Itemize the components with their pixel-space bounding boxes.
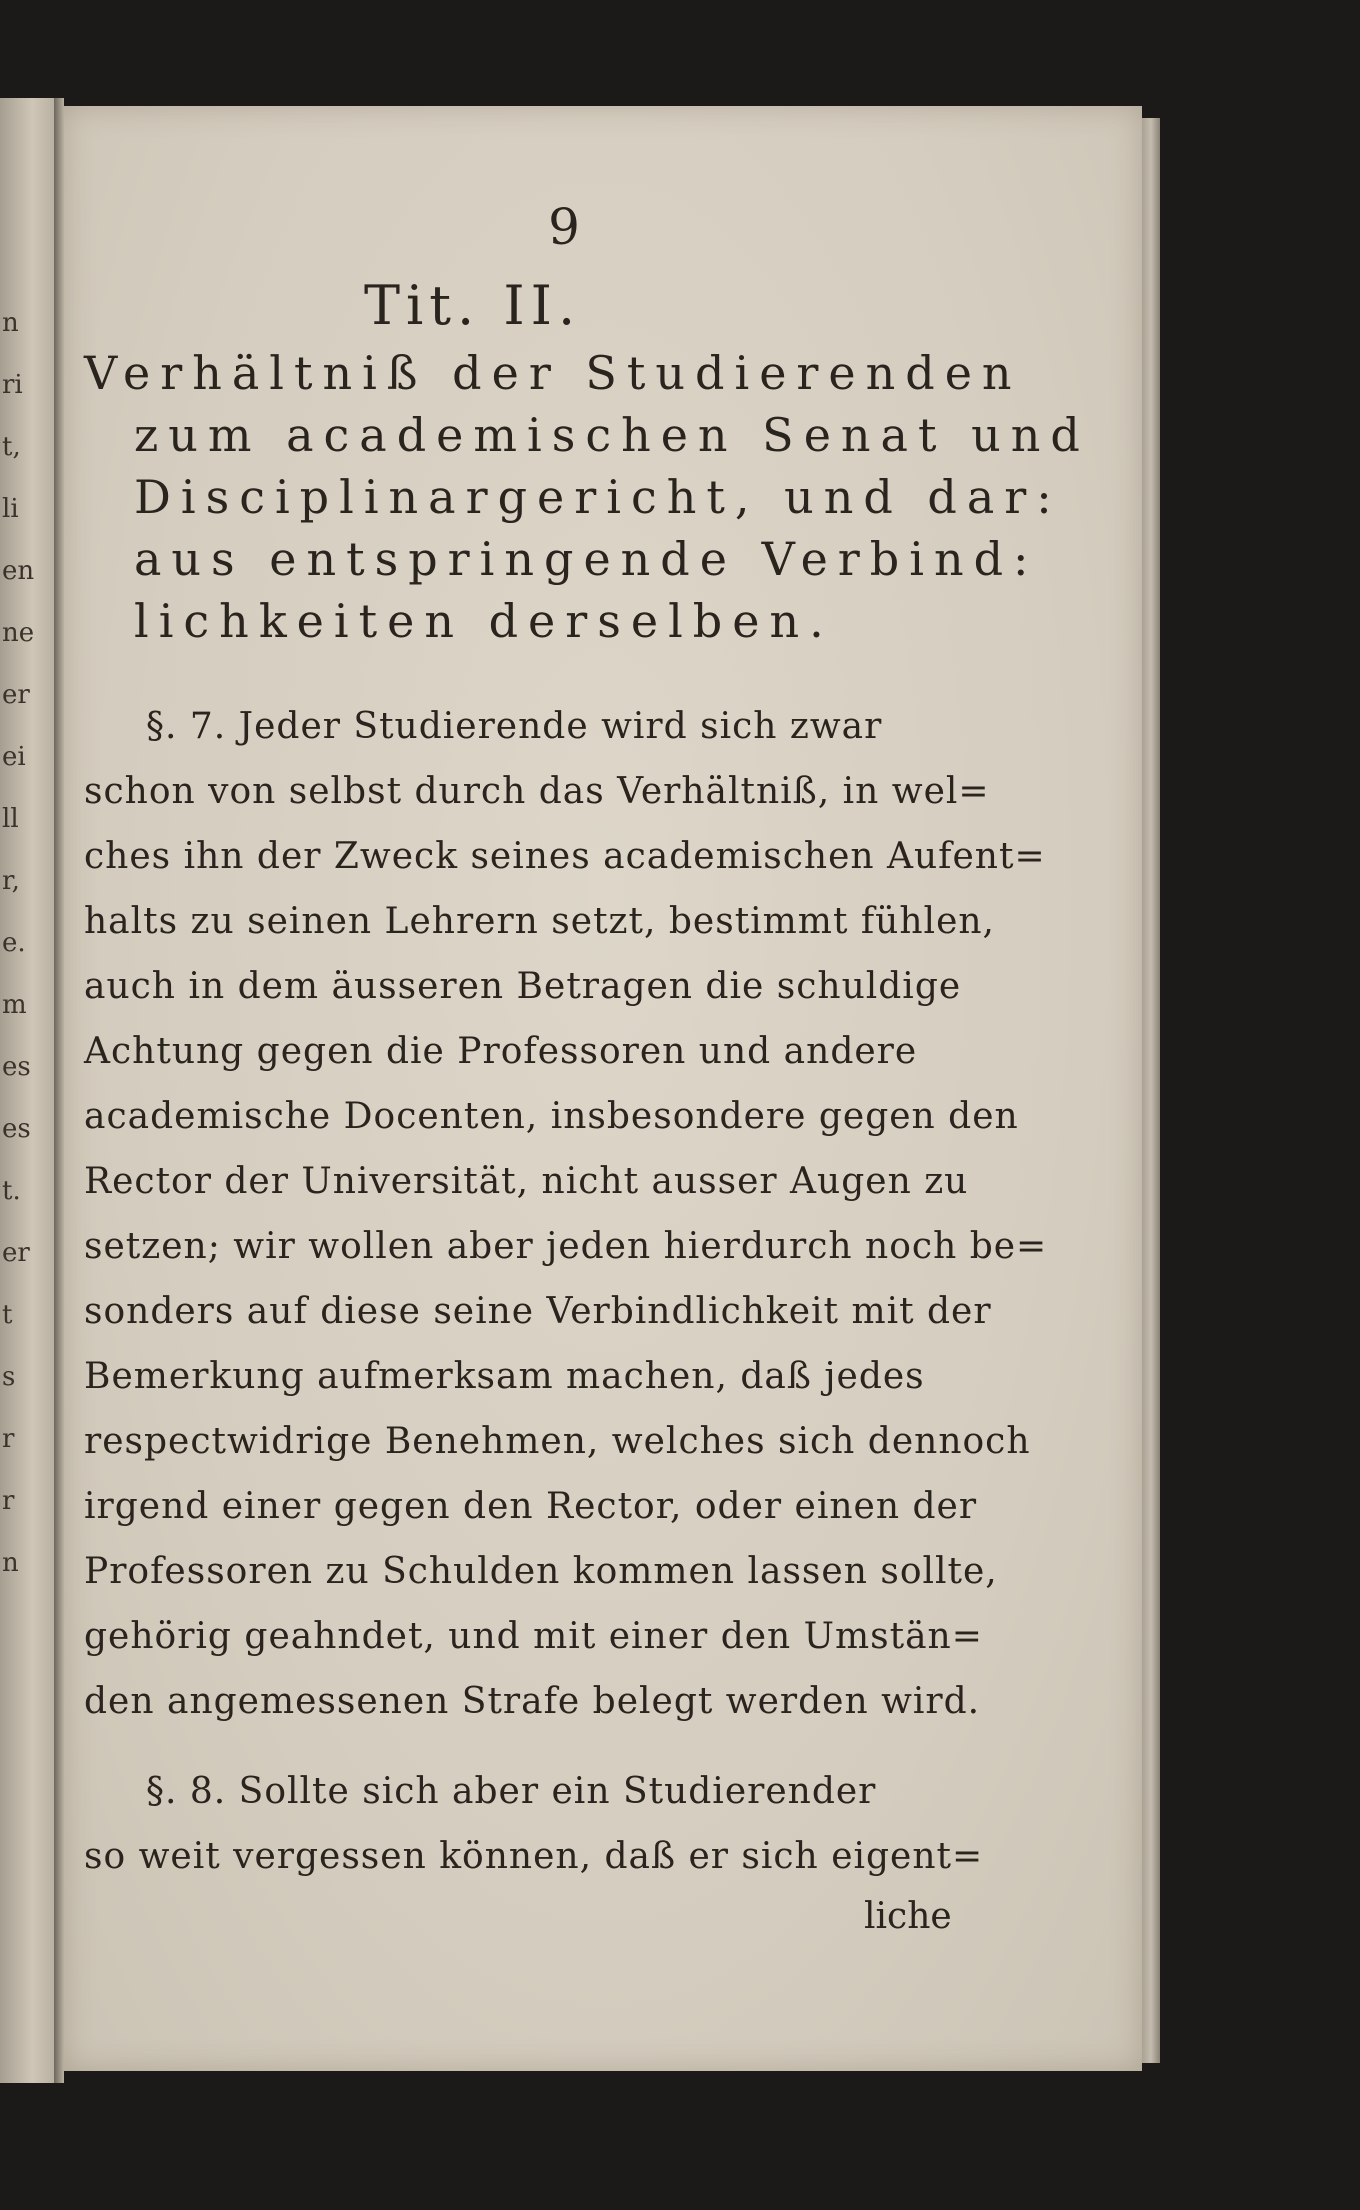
page-number: 9 [548,198,580,256]
text-line: sonders auf diese seine Verbindlichkeit mit der [84,1291,992,1332]
text-line: gehörig geahndet, und mit einer den Umstän= [84,1616,983,1657]
text-line: §. 8. Sollte sich aber ein Studierender [146,1771,877,1812]
facing-page-fragment: ne [2,618,35,648]
facing-page-fragment: ei [2,742,26,772]
facing-page-fragment: n [2,1548,19,1578]
page-stack-edge [1142,118,1160,2063]
facing-page-edge [0,98,54,2083]
facing-page-fragment: r [2,1424,15,1454]
text-line: Rector der Universität, nicht ausser Augen zu [84,1161,969,1202]
heading-line: zum academischen Senat und [134,408,1090,462]
text-line: irgend einer gegen den Rector, oder einen der [84,1486,978,1527]
facing-page-fragment: ri [2,370,23,400]
text-line: schon von selbst durch das Verhältniß, in wel= [84,771,990,812]
facing-page-fragment: r, [2,866,20,896]
facing-page-fragment: ll [2,804,19,834]
title-heading: Tit. II. [364,274,582,337]
heading-line: Disciplinargericht, und dar: [134,470,1062,524]
book-gutter [54,98,64,2083]
book-page [64,106,1142,2071]
text-line: ches ihn der Zweck seines academischen Aufent= [84,836,1046,877]
catchword: liche [864,1896,952,1937]
text-line: auch in dem äusseren Betragen die schuldige [84,966,962,1007]
facing-page-fragment: n [2,308,19,338]
facing-page-fragment: t, [2,432,21,462]
heading-line: Verhältniß der Studierenden [84,346,1022,400]
facing-page-fragment: es [2,1114,31,1144]
text-line: Bemerkung aufmerksam machen, daß jedes [84,1356,925,1397]
facing-page-fragment: er [2,680,30,710]
facing-page-fragment: en [2,556,35,586]
heading-line: lichkeiten derselben. [134,594,834,648]
facing-page-fragment: r [2,1486,15,1516]
text-line: so weit vergessen können, daß er sich eigent= [84,1836,984,1877]
text-line: halts zu seinen Lehrern setzt, bestimmt fühlen, [84,901,995,942]
facing-page-fragment: er [2,1238,30,1268]
text-line: respectwidrige Benehmen, welches sich dennoch [84,1421,1031,1462]
facing-page-fragment: es [2,1052,31,1082]
heading-line: aus entspringende Verbind: [134,532,1039,586]
facing-page-fragment: t. [2,1176,21,1206]
text-line: Professoren zu Schulden kommen lassen sollte, [84,1551,998,1592]
text-line: Achtung gegen die Professoren und andere [84,1031,918,1072]
facing-page-fragment: li [2,494,19,524]
facing-page-fragment: e. [2,928,26,958]
text-line: den angemessenen Strafe belegt werden wird. [84,1681,981,1722]
text-line: §. 7. Jeder Studierende wird sich zwar [146,706,883,747]
facing-page-fragment: t [2,1300,13,1330]
facing-page-fragment: m [2,990,27,1020]
text-line: academische Docenten, insbesondere gegen den [84,1096,1019,1137]
text-line: setzen; wir wollen aber jeden hierdurch noch be= [84,1226,1048,1267]
facing-page-fragment: s [2,1362,16,1392]
